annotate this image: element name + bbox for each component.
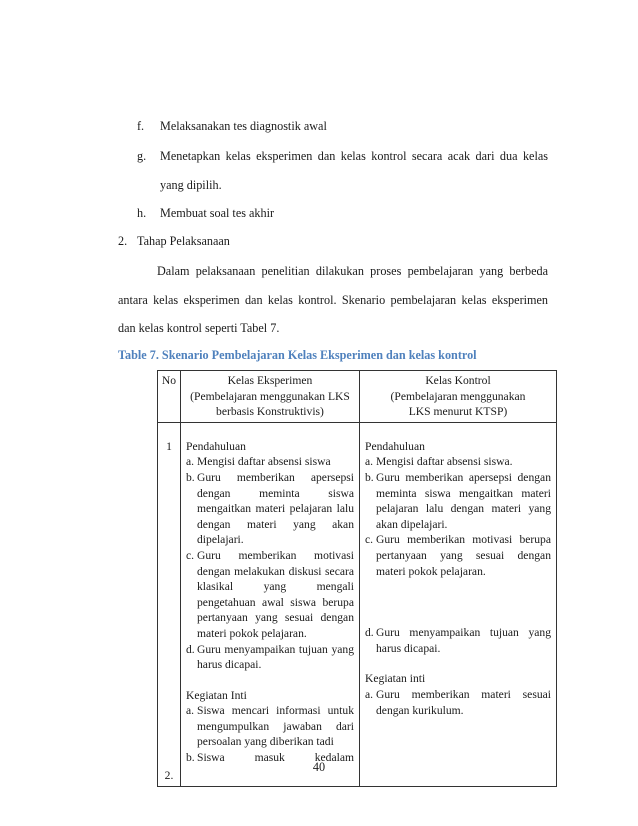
item-text: Guru menyampaikan tujuan yang harus dicapai. [197, 642, 354, 672]
table-caption: Table 7. Skenario Pembelajaran Kelas Eksperimen dan kelas kontrol [118, 348, 477, 362]
scenario-table [157, 370, 557, 787]
list-item [186, 548, 354, 642]
list-text: Melaksanakan tes diagnostik awal [160, 119, 327, 133]
page-number: 40 [312, 760, 326, 774]
row-number-2: 2. [164, 769, 174, 783]
item-letter: b. [365, 470, 374, 484]
eksperimen-inti-heading: Kegiatan Inti [186, 688, 247, 702]
item-text: Guru memberikan apersepsi dengan meminta siswa mengaitkan materi pelajaran lalu dengan materi yang akan dipelajari. [376, 470, 551, 531]
header-kontrol-line2: (Pembelajaran menggunakan [390, 389, 526, 403]
list-item [186, 642, 354, 673]
header-kontrol-title: Kelas Kontrol [425, 374, 491, 387]
list-item [186, 470, 354, 548]
item-letter: d. [186, 642, 195, 656]
header-eksperimen [181, 371, 360, 423]
item-text: Siswa mencari informasi untuk mengumpulkan jawaban dari persoalan yang diberikan tadi [197, 704, 354, 749]
section-heading [118, 234, 230, 249]
kontrol-pendahuluan-heading: Pendahuluan [365, 439, 425, 453]
list-item [365, 532, 551, 579]
item-text: Guru memberikan materi sesuai dengan kurikulum. [376, 687, 551, 717]
header-no: No [158, 371, 181, 423]
list-item [186, 454, 354, 470]
list-item [365, 454, 551, 470]
section-number: 2. [118, 234, 128, 248]
table-row [158, 422, 557, 786]
list-item [186, 703, 354, 750]
item-text: Guru memberikan motivasi dengan melakukan diskusi secara klasikal yang mengali pengetahuan awal siswa berupa pertanyaan yang sesuai dengan materi pokok pelajaran. [197, 548, 354, 640]
item-text: Guru menyampaikan tujuan yang harus dicapai. [376, 626, 551, 655]
kontrol-cell [360, 422, 557, 786]
item-letter: c. [186, 548, 195, 562]
paragraph-line-3: dan kelas kontrol seperti Tabel 7. [118, 321, 280, 335]
list-item-h [137, 206, 275, 221]
item-text: Siswa masuk kedalam [197, 751, 354, 765]
list-item [365, 470, 551, 532]
eksperimen-cell [181, 422, 360, 786]
header-eksperimen-line3: berbasis Konstruktivis) [216, 405, 324, 419]
table-header-row [158, 371, 557, 423]
list-item-f [137, 119, 327, 134]
header-eksperimen-line2: (Pembelajaran menggunakan LKS [190, 389, 350, 403]
list-letter: h. [137, 206, 147, 220]
item-letter: d. [365, 626, 374, 640]
header-kontrol-line3: LKS menurut KTSP) [408, 405, 508, 419]
paragraph-line-2: antara kelas eksperimen dan kelas kontrol. Skenario pembelajaran kelas eksperimen [118, 293, 548, 307]
row-number-cell [158, 422, 181, 786]
item-letter: a. [365, 455, 374, 469]
item-text: Guru memberikan apersepsi dengan meminta siswa mengaitkan materi pelajaran lalu dengan materi yang akan dipelajari. [197, 470, 354, 547]
list-item [365, 687, 551, 718]
list-item-g-line1: Menetapkan kelas eksperimen dan kelas kontrol secara acak dari dua kelas [160, 149, 548, 163]
list-letter: f. [137, 119, 145, 133]
item-letter: a. [186, 455, 195, 469]
item-letter: a. [186, 704, 195, 718]
list-item-g-letter: g. [137, 149, 147, 163]
item-text: Mengisi daftar absensi siswa [197, 455, 331, 469]
list-item [365, 625, 551, 656]
paragraph-line-1: Dalam pelaksanaan penelitian dilakukan proses pembelajaran yang berbeda [157, 264, 548, 278]
eksperimen-pendahuluan-heading: Pendahuluan [186, 439, 246, 453]
item-text: Guru memberikan motivasi berupa pertanyaan yang sesuai dengan materi pokok pelajaran. [376, 533, 551, 578]
item-letter: b. [186, 751, 195, 765]
section-title: Tahap Pelaksanaan [137, 234, 230, 248]
row-number-1: 1 [166, 439, 172, 453]
item-letter: a. [365, 687, 374, 701]
header-eksperimen-title: Kelas Eksperimen [227, 374, 313, 387]
item-letter: b. [186, 470, 195, 484]
item-letter: c. [365, 533, 374, 547]
header-kontrol [360, 371, 557, 423]
list-item-g-line2: yang dipilih. [160, 178, 222, 192]
item-text: Mengisi daftar absensi siswa. [376, 455, 513, 469]
list-text: Membuat soal tes akhir [160, 206, 275, 220]
kontrol-inti-heading: Kegiatan inti [365, 672, 426, 686]
